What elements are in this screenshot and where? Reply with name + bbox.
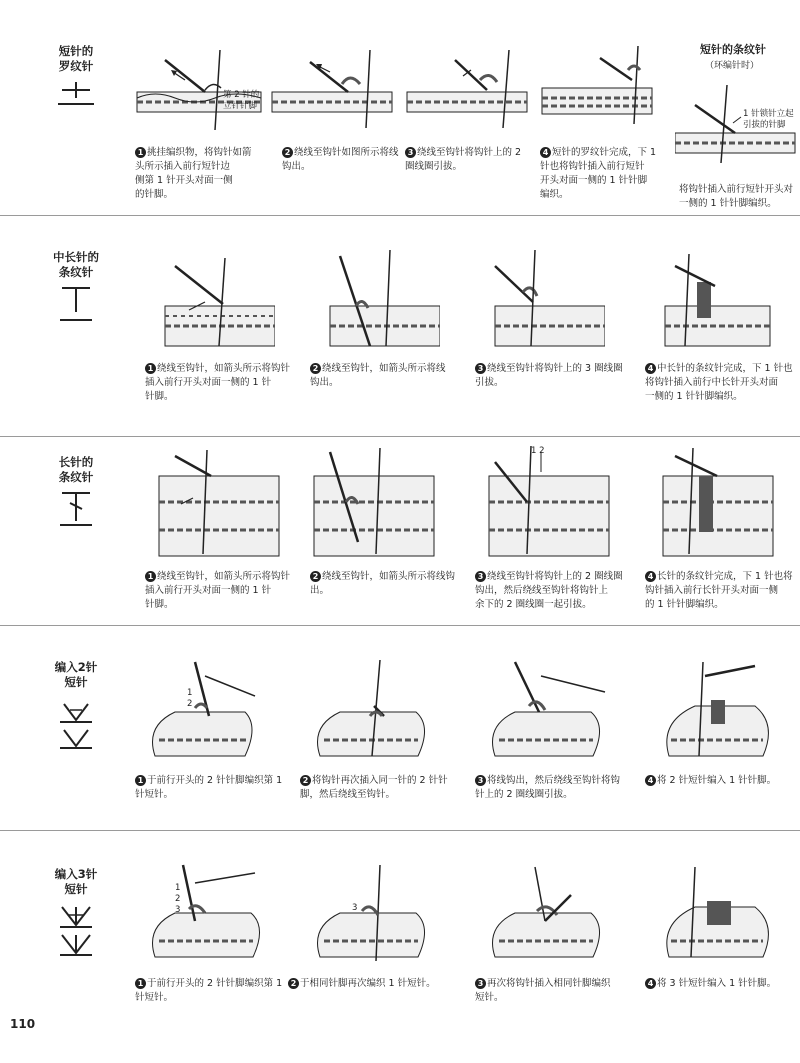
- step-text: 将钩针再次插入同一针的 2 针针 脚，然后绕线至钩针。: [300, 775, 448, 800]
- step-text: 将 2 针短针编入 1 针针脚。: [657, 775, 777, 786]
- section-dc-ridge: [0, 437, 800, 625]
- section-sc-ridge: [0, 0, 800, 215]
- step-2: [290, 861, 465, 1011]
- step-illustration: [145, 442, 285, 560]
- step-caption: [645, 362, 800, 404]
- step-annotation: 第 2 针的 立针针脚: [223, 90, 260, 111]
- step-number: 4: [645, 363, 656, 374]
- step-illustration: [135, 861, 275, 973]
- step-4: [645, 656, 800, 826]
- step-text: 绕线至钩针，如箭头所示将线 钩出。: [310, 363, 446, 388]
- extra-title: 短针的条纹针: [700, 43, 766, 56]
- step-caption: [475, 977, 640, 1005]
- step-text: 将 3 针短针编入 1 针针脚。: [657, 978, 777, 989]
- section-label: 编入3针 短针: [54, 867, 98, 896]
- step-1: [135, 656, 300, 826]
- step-text: 绕线至钩针，如箭头所示将钩针 插入前行开头对面一侧的 1 针 针脚。: [145, 571, 291, 610]
- step-illustration: [145, 246, 275, 356]
- sc2inc-symbol-icon: [52, 700, 100, 752]
- step-text: 短针的罗纹针完成，下 1 针也将钩针插入前行短针 开头对面一侧的 1 针针脚 编织。: [540, 147, 657, 200]
- step-caption: [310, 570, 465, 598]
- extra-subtitle: （环编针时）: [705, 61, 760, 71]
- step-number: 2: [310, 363, 321, 374]
- step-caption: [645, 774, 800, 788]
- step-1: [145, 442, 310, 622]
- step-text: 绕线至钩针将钩针上的 2 圈线圈引拔。: [405, 147, 522, 172]
- step-number: 2: [282, 147, 293, 158]
- step-caption: [475, 774, 640, 802]
- step-illustration: [300, 442, 440, 560]
- step-number: 1: [145, 363, 156, 374]
- step-number: 2: [288, 978, 299, 989]
- step-caption: [145, 570, 310, 612]
- section-sc2inc: [0, 626, 800, 830]
- section-label: 短针的 罗纹针: [58, 44, 94, 73]
- step-number: 3: [475, 363, 486, 374]
- step-3: [475, 442, 640, 622]
- step-text: 挑挂编织物，将钩针如箭 头所示插入前行短针边 侧第 1 针开头对面一侧 的针脚。: [135, 147, 252, 200]
- dc-ridge-symbol-icon: [52, 489, 100, 529]
- step-number: 1: [135, 775, 146, 786]
- step-text: 绕线至钩针，如箭头所示将线钩 出。: [310, 571, 456, 596]
- step-2: [300, 656, 465, 826]
- step-caption: [135, 977, 300, 1005]
- step-caption: [679, 183, 800, 211]
- sc3inc-symbol-icon: [52, 903, 100, 959]
- step-number: 1: [145, 571, 156, 582]
- step-illustration: [310, 246, 440, 356]
- step-illustration: [300, 656, 440, 772]
- step-2: [300, 442, 465, 622]
- step-illustration: [540, 40, 670, 140]
- step-illustration: [645, 861, 785, 973]
- step-text: 绕线至钩针将钩针上的 3 圈线圈 引拔。: [475, 363, 623, 388]
- step-number: 4: [645, 571, 656, 582]
- step-1: [145, 246, 310, 436]
- step-text: 中长针的条纹针完成，下 1 针也 将钩针插入前行中长针开头对面 一侧的 1 针针脚编织。: [645, 363, 793, 402]
- step-caption: [645, 570, 800, 612]
- step-text: 将线钩出，然后绕线至钩针将钩 针上的 2 圈线圈引拔。: [475, 775, 621, 800]
- step-number: 3: [475, 978, 486, 989]
- step-caption: [475, 362, 640, 390]
- step-text: 绕线至钩针如图所示将线 钩出。: [282, 147, 399, 172]
- section-label: 长针的 条纹针: [58, 455, 94, 484]
- step-illustration: [645, 656, 785, 772]
- step-caption: [645, 977, 800, 991]
- step-illustration: [475, 861, 615, 973]
- step-illustration: [475, 246, 605, 356]
- step-number: 3: [475, 775, 486, 786]
- section-sc3inc: [0, 831, 800, 1011]
- step-number: 2: [310, 571, 321, 582]
- step-illustration: [135, 656, 265, 772]
- step-caption: [145, 362, 310, 404]
- step-number: 2: [300, 775, 311, 786]
- step-caption: [310, 362, 475, 390]
- step-1: [135, 861, 300, 1011]
- section-label: 编入2针 短针: [54, 660, 98, 689]
- step-illustration: [645, 442, 785, 560]
- step-number: 3: [475, 571, 486, 582]
- step-number: 3: [405, 147, 416, 158]
- step-illustration: [405, 40, 535, 140]
- step-3: [475, 656, 640, 826]
- section-hdc-ridge: [0, 216, 800, 436]
- step-4: [645, 442, 800, 622]
- step-illustration: [475, 656, 615, 772]
- step-annotation: 1 2: [187, 688, 193, 709]
- page-number: 110: [10, 1017, 36, 1031]
- step-number: 4: [645, 978, 656, 989]
- step-caption: [300, 774, 465, 802]
- step-text: 绕线至钩针，如箭头所示将钩针 插入前行开头对面一侧的 1 针 针脚。: [145, 363, 291, 402]
- step-text: 于相同针脚再次编织 1 针短针。: [300, 978, 436, 989]
- step-number: 1: [135, 978, 146, 989]
- step-illustration: [300, 861, 440, 973]
- step-illustration: [270, 40, 400, 140]
- step-text: 于前行开头的 2 针针脚编织第 1 针短针。: [135, 775, 283, 800]
- step-annotation: 1 针锁针立起 引拔的针脚: [743, 109, 794, 130]
- step-4: [645, 246, 800, 436]
- step-number: 4: [645, 775, 656, 786]
- step-number: 4: [540, 147, 551, 158]
- sc-ridge-symbol-icon: [52, 78, 100, 108]
- step-2: [310, 246, 475, 436]
- step-3: [475, 861, 640, 1011]
- step-text: 长针的条纹针完成，下 1 针也将 钩针插入前行长针开头对面一侧 的 1 针针脚编织。: [645, 571, 793, 610]
- hdc-ridge-symbol-icon: [52, 284, 100, 324]
- step-annotation: 1 2: [531, 446, 545, 456]
- step-text: 绕线至钩针将钩针上的 2 圈线圈 钩出，然后绕线至钩针将钩针上 余下的 2 圈线圈一起引拔。: [475, 571, 623, 610]
- step-text: 于前行开头的 2 针针脚编织第 1 针短针。: [135, 978, 283, 1003]
- step-annotation: 3: [352, 903, 358, 913]
- step-illustration: [475, 442, 615, 560]
- step-4: [645, 861, 800, 1011]
- step-3: [475, 246, 640, 436]
- step-illustration: [645, 246, 775, 356]
- step-caption: [135, 774, 300, 802]
- step-text: 将钩针插入前行短针开头对 一侧的 1 针针脚编织。: [679, 184, 794, 209]
- step-caption: [288, 977, 458, 991]
- step-text: 再次将钩针插入相同针脚编织 短针。: [475, 978, 611, 1003]
- step-number: 1: [135, 147, 146, 158]
- step-annotation: 1 2 3: [175, 883, 181, 915]
- step-caption: [475, 570, 640, 612]
- step-extra: [675, 75, 800, 215]
- section-label: 中长针的 条纹针: [53, 250, 99, 279]
